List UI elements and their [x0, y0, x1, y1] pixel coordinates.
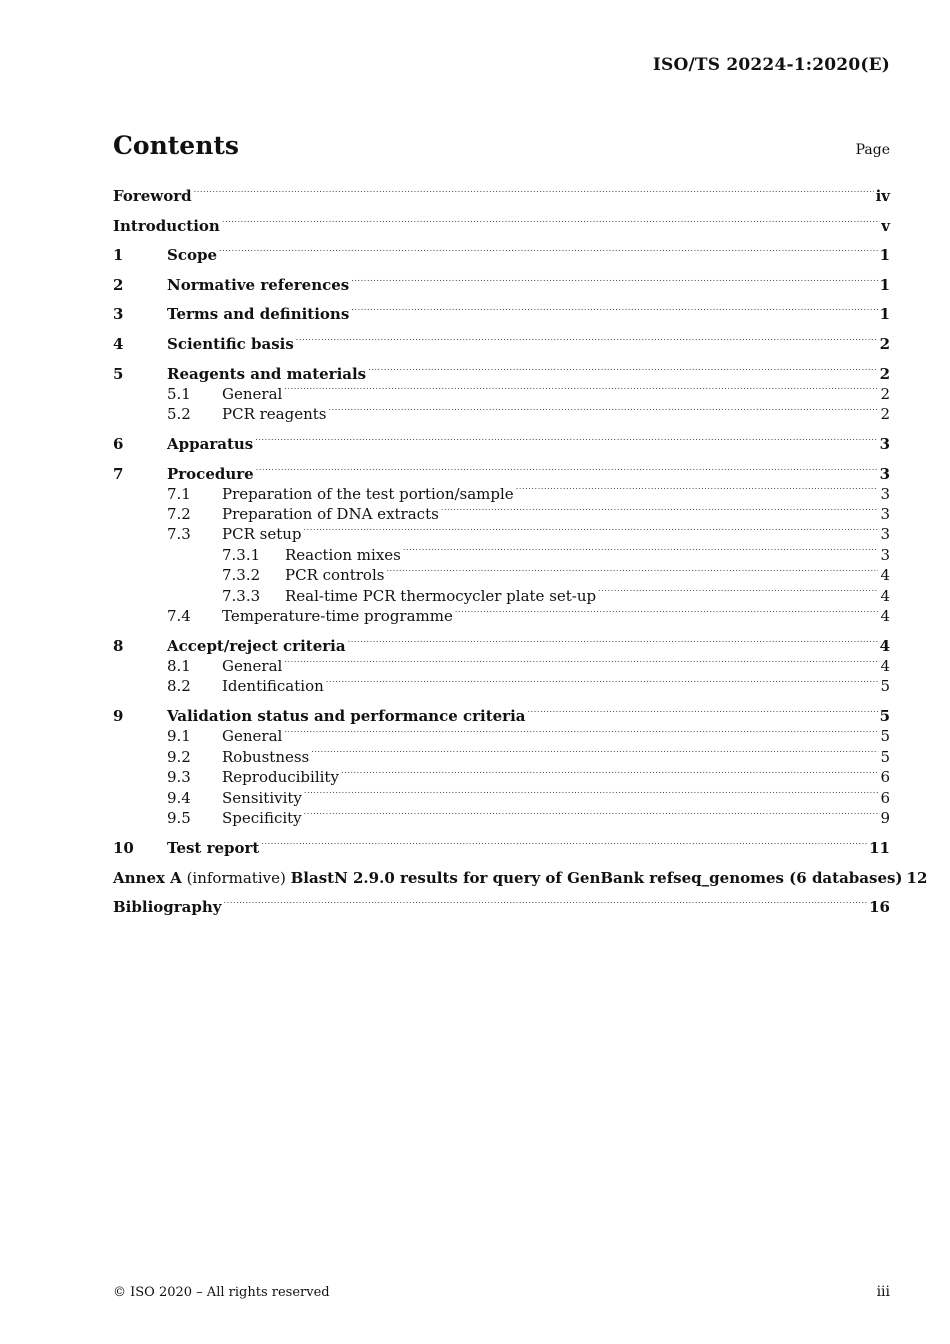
- toc-entry-title: Specificity: [222, 809, 302, 828]
- toc-entry[interactable]: [113, 504, 890, 524]
- toc-entry-title: Real-time PCR thermocycler plate set-up: [285, 586, 597, 605]
- toc-entry-page: 5: [879, 707, 890, 726]
- toc-entry-page: 6: [880, 788, 890, 807]
- toc-entry-number: 8.2: [167, 677, 191, 696]
- dot-leader: [284, 384, 878, 399]
- toc-entry-title: Bibliography: [113, 898, 222, 917]
- toc-entry-page: 4: [879, 637, 890, 655]
- toc-entry-number: 10: [113, 839, 134, 858]
- toc-entry-page: 4: [880, 607, 890, 625]
- toc-entry-title: Sensitivity: [222, 788, 302, 807]
- toc-entry-page: 4: [880, 586, 890, 605]
- annex-title: BlastN 2.9.0 results for query of GenBank refseq_genomes (6 databases): [290, 868, 903, 887]
- toc-entry[interactable]: [113, 636, 890, 656]
- toc-entry-title: Terms and definitions: [167, 305, 350, 324]
- dot-leader: [348, 636, 878, 651]
- dot-leader: [441, 504, 879, 519]
- copyright-notice: © ISO 2020 – All rights reserved: [113, 1285, 330, 1300]
- toc-entry-page: 16: [869, 898, 890, 917]
- dot-leader: [284, 726, 878, 741]
- toc-entry-page: 2: [880, 404, 890, 423]
- toc-entry-page: 3: [880, 504, 890, 523]
- toc-entry[interactable]: [113, 334, 890, 354]
- toc-entry[interactable]: [113, 808, 890, 828]
- toc-entry-title: Reagents and materials: [167, 364, 367, 383]
- toc-entry-number: 9.3: [167, 768, 191, 787]
- toc-entry-number: 9.4: [167, 788, 191, 807]
- toc-entry[interactable]: [113, 304, 890, 324]
- page-title: Contents: [113, 131, 240, 160]
- toc-entry-title: Reproducibility: [222, 768, 339, 787]
- page-number: iii: [876, 1284, 890, 1300]
- dot-leader: [224, 897, 868, 912]
- toc-entry[interactable]: [113, 767, 890, 787]
- toc-entry-number: 5.1: [167, 384, 191, 403]
- toc-entry[interactable]: [113, 275, 890, 295]
- toc-entry[interactable]: [113, 364, 890, 384]
- toc-entry[interactable]: [113, 464, 890, 484]
- toc-entry[interactable]: [113, 838, 890, 858]
- toc-entry-page: 6: [880, 768, 890, 787]
- toc-entry-title: Test report: [167, 839, 260, 858]
- toc-entry-number: 7.3.1: [222, 545, 261, 564]
- toc-entry-title: PCR controls: [285, 566, 385, 585]
- toc-entry[interactable]: [113, 706, 890, 726]
- toc-entry[interactable]: [113, 524, 890, 544]
- toc-entry-number: 3: [113, 305, 124, 324]
- toc-entry-page: v: [881, 216, 890, 235]
- dot-leader: [329, 404, 879, 419]
- dot-leader: [256, 464, 878, 479]
- toc-entry-number: 1: [113, 246, 124, 265]
- toc-entry-number: 9: [113, 707, 124, 726]
- toc-entry-title: PCR reagents: [222, 404, 327, 423]
- toc-entry[interactable]: [113, 186, 890, 206]
- toc-entry[interactable]: [113, 868, 928, 888]
- document-id: ISO/TS 20224-1:2020(E): [652, 55, 890, 75]
- dot-leader: [351, 275, 877, 290]
- annex-label: Annex A: [113, 868, 182, 887]
- toc-entry[interactable]: [113, 897, 890, 917]
- dot-leader: [403, 545, 879, 560]
- dot-leader: [455, 606, 879, 621]
- dot-leader: [598, 586, 878, 601]
- toc-entry-page: 3: [879, 464, 890, 483]
- toc-entry-title: Procedure: [167, 464, 254, 483]
- dot-leader: [284, 656, 878, 671]
- toc-entry-page: 3: [880, 484, 890, 503]
- toc-entry-title: General: [222, 657, 283, 675]
- page-column-label: Page: [855, 142, 890, 158]
- toc-entry-title: Apparatus: [167, 434, 254, 453]
- toc-entry-number: 7.3.3: [222, 586, 261, 605]
- toc-entry[interactable]: [113, 586, 890, 606]
- toc-entry-page: 4: [880, 566, 890, 585]
- toc-entry[interactable]: [113, 656, 890, 676]
- toc-entry-title: Reaction mixes: [285, 545, 401, 564]
- toc-entry-title: PCR setup: [222, 525, 302, 544]
- dot-leader: [219, 245, 878, 260]
- toc-entry-title: Normative references: [167, 275, 350, 294]
- toc-entry-page: 2: [880, 384, 890, 403]
- dot-leader: [304, 524, 879, 539]
- toc-entry-number: 4: [113, 334, 124, 353]
- dot-leader: [386, 565, 878, 580]
- toc-entry-title: Scientific basis: [167, 334, 294, 353]
- toc-entry-number: 2: [113, 275, 124, 294]
- toc-entry-title: General: [222, 727, 283, 746]
- toc-entry-page: 3: [879, 434, 890, 453]
- toc-entry[interactable]: [113, 676, 890, 696]
- toc-entry-page: 9: [880, 809, 890, 828]
- toc-entry-number: 9.5: [167, 809, 191, 828]
- toc-entry-page: 4: [880, 657, 890, 675]
- dot-leader: [194, 186, 874, 201]
- toc-entry-title: Scope: [167, 246, 218, 265]
- dot-leader: [368, 364, 877, 379]
- toc-entry[interactable]: [113, 606, 890, 626]
- dot-leader: [222, 216, 879, 231]
- dot-leader: [296, 334, 878, 349]
- toc-entry-page: iv: [875, 187, 890, 205]
- toc-entry[interactable]: [113, 747, 890, 767]
- toc-entry[interactable]: [113, 565, 890, 585]
- toc-entry-title: Identification: [222, 677, 324, 696]
- toc-entry[interactable]: [113, 545, 890, 565]
- toc-entry-number: 7.3.2: [222, 566, 261, 585]
- toc-entry-number: 6: [113, 434, 124, 453]
- toc-entry-title: Accept/reject criteria: [167, 637, 346, 655]
- toc-entry-title: Preparation of DNA extracts: [222, 504, 439, 523]
- toc-entry-title: General: [222, 384, 283, 403]
- toc-entry-number: 8.1: [167, 657, 191, 675]
- dot-leader: [261, 838, 867, 853]
- toc-entry-page: 1: [879, 246, 890, 265]
- toc-entry-title: Robustness: [222, 747, 310, 766]
- toc-entry-number: 7.2: [167, 504, 191, 523]
- toc-entry-number: 9.2: [167, 747, 191, 766]
- toc-entry[interactable]: [113, 726, 890, 746]
- toc-entry-page: 3: [880, 525, 890, 544]
- toc-entry-page: 3: [880, 545, 890, 564]
- dot-leader: [255, 434, 877, 449]
- dot-leader: [311, 747, 878, 762]
- dot-leader: [326, 676, 879, 691]
- toc-entry-title: Temperature-time programme: [222, 607, 453, 625]
- toc-entry[interactable]: [113, 216, 890, 236]
- toc-entry-number: 7.1: [167, 484, 191, 503]
- toc-entry-title: Preparation of the test portion/sample: [222, 484, 514, 503]
- toc-entry-page: 11: [869, 839, 890, 858]
- toc-entry-number: 5.2: [167, 404, 191, 423]
- toc-entry-page: 5: [880, 727, 890, 746]
- toc-entry-title: Introduction: [113, 216, 220, 235]
- toc-entry-number: 8: [113, 637, 124, 655]
- toc-entry[interactable]: [113, 384, 890, 404]
- dot-leader: [304, 788, 879, 803]
- toc-entry[interactable]: [113, 434, 890, 454]
- dot-leader: [528, 706, 878, 721]
- toc-entry-number: 9.1: [167, 727, 191, 746]
- table-of-contents: [113, 186, 928, 917]
- dot-leader: [351, 304, 877, 319]
- annex-type: (informative): [181, 868, 291, 887]
- toc-entry-page: 2: [879, 364, 890, 383]
- toc-entry-number: 5: [113, 364, 124, 383]
- dot-leader: [516, 484, 879, 499]
- toc-entry-title: Foreword: [113, 187, 192, 205]
- toc-entry-number: 7.4: [167, 607, 191, 625]
- dot-leader: [341, 767, 879, 782]
- toc-entry-page: 12: [906, 868, 928, 887]
- toc-entry-page: 1: [879, 275, 890, 294]
- toc-entry-number: 7.3: [167, 525, 191, 544]
- toc-entry[interactable]: [113, 484, 890, 504]
- toc-entry-title: Validation status and performance criteria: [167, 707, 526, 726]
- toc-entry[interactable]: [113, 245, 890, 265]
- toc-entry-page: 5: [880, 747, 890, 766]
- dot-leader: [304, 808, 879, 823]
- toc-entry-number: 7: [113, 464, 124, 483]
- toc-entry[interactable]: [113, 404, 890, 424]
- toc-entry-page: 2: [879, 334, 890, 353]
- toc-entry-page: 5: [880, 677, 890, 696]
- toc-entry-page: 1: [879, 305, 890, 324]
- toc-entry[interactable]: [113, 788, 890, 808]
- toc-entry-title: [113, 869, 903, 888]
